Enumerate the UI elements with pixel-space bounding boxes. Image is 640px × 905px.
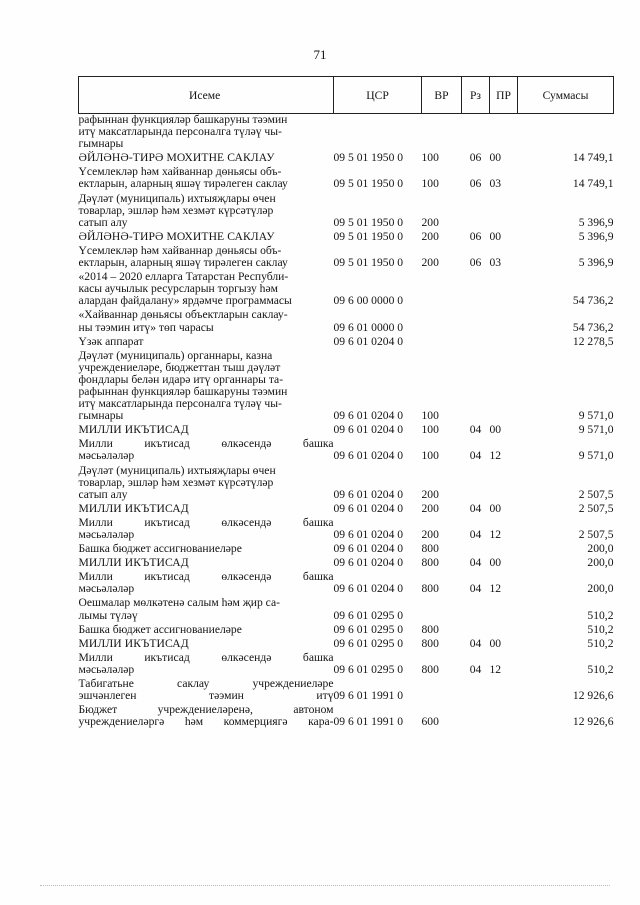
cell-pr	[490, 702, 518, 728]
cell-pr	[490, 463, 518, 501]
cell-rz: 04	[469, 423, 482, 437]
cell-rz	[462, 702, 490, 728]
cell-vr: 100	[421, 423, 439, 437]
cell-rz	[462, 334, 490, 348]
table-row	[79, 501, 614, 515]
cell-sum: 9 571,0	[578, 409, 614, 423]
cell-rz	[462, 463, 490, 501]
cell-name: ӘЙЛӘНӘ-ТИРӘ МОХИТНЕ САКЛАУ	[78, 229, 275, 243]
cell-name: Дәүләт (муниципаль) ихтыяҗлары өчен товарлар, эшләр һәм хезмәт күрсәтүләр сатып алу	[78, 463, 276, 501]
cell-sum: 12 926,6	[572, 715, 614, 729]
cell-name: МИЛЛИ ИКЪТИСАД	[78, 636, 189, 650]
cell-sum: 510,2	[587, 662, 614, 676]
table-row	[79, 515, 614, 541]
cell-rz: 04	[469, 662, 482, 676]
cell-vr: 800	[421, 636, 439, 650]
cell-vr: 800	[421, 582, 439, 596]
cell-csr: 09 6 01 0295 0	[333, 608, 404, 622]
cell-vr	[422, 334, 462, 348]
cell-csr: 09 6 01 1991 0	[333, 715, 404, 729]
table-row	[79, 595, 614, 621]
cell-rz: 04	[469, 636, 482, 650]
cell-csr: 09 6 01 1991 0	[333, 689, 404, 703]
cell-vr: 100	[421, 409, 439, 423]
footer-scan-artifact	[40, 885, 610, 887]
table-row	[79, 569, 614, 595]
cell-name: Үсемлекләр һәм хайваннар дөньясы объ- ектларын, аларның яшәү тирәлеген саклау	[78, 165, 288, 191]
table-header-row	[79, 77, 614, 114]
cell-csr: 09 6 01 0204 0	[333, 409, 404, 423]
cell-pr: 12	[489, 582, 502, 596]
cell-name: Бюджет учреждениеләренә, автоном учреждениеләргә һәм коммерциягә кара-	[78, 703, 334, 729]
cell-sum: 5 396,9	[578, 229, 614, 243]
table-row	[79, 269, 614, 307]
cell-sum: 5 396,9	[578, 215, 614, 229]
cell-csr: 09 6 01 0204 0	[333, 556, 404, 570]
cell-name: ӘЙЛӘНӘ-ТИРӘ МОХИТНЕ САКЛАУ	[78, 151, 275, 165]
cell-csr: 09 6 01 0295 0	[333, 662, 404, 676]
table-row	[79, 191, 614, 229]
column-header-sum: Суммасы	[518, 77, 614, 114]
cell-rz: 06	[469, 151, 482, 165]
cell-vr: 200	[421, 256, 439, 270]
cell-name: Башка бюджет ассигнованиеләре	[78, 542, 242, 556]
cell-pr	[490, 676, 518, 702]
cell-vr: 800	[421, 662, 439, 676]
cell-pr: 00	[489, 636, 502, 650]
cell-vr: 100	[421, 177, 439, 191]
cell-sum: 2 507,5	[578, 501, 614, 515]
cell-sum: 54 736,2	[572, 320, 614, 334]
cell-pr: 12	[489, 528, 502, 541]
cell-csr: 09 5 01 1950 0	[333, 256, 404, 270]
cell-pr	[490, 622, 518, 636]
cell-pr	[490, 595, 518, 621]
cell-sum: 510,2	[587, 622, 614, 636]
cell-vr: 200	[421, 501, 439, 515]
cell-sum: 5 396,9	[578, 256, 614, 270]
column-header-name: Исеме	[79, 77, 334, 114]
cell-name: Табигатьне саклау учреждениеләре эшчәнлеген тәэмин итү	[78, 677, 334, 703]
cell-vr: 600	[421, 715, 439, 729]
cell-sum: 200,0	[587, 556, 614, 570]
cell-pr: 03	[489, 256, 502, 270]
cell-vr: 800	[421, 556, 439, 570]
cell-sum: 200,0	[587, 582, 614, 596]
cell-vr: 800	[421, 622, 439, 636]
cell-pr: 03	[489, 177, 502, 191]
table-body	[79, 114, 614, 729]
cell-vr: 100	[421, 151, 439, 165]
cell-name: Башка бюджет ассигнованиеләре	[78, 622, 242, 636]
cell-sum: 12 926,6	[572, 689, 614, 703]
cell-sum: 510,2	[587, 608, 614, 622]
cell-name: Дәүләт (муниципаль) ихтыяҗлары өчен товарлар, эшләр һәм хезмәт күрсәтүләр сатып алу	[78, 191, 276, 229]
cell-csr: 09 6 01 0204 0	[333, 487, 404, 501]
cell-pr: 12	[489, 662, 502, 676]
cell-pr: 12	[489, 449, 502, 463]
cell-sum: 9 571,0	[578, 449, 614, 463]
cell-name: «Хайваннар дөньясы объектларын саклау- ны тәэмин итү» төп чарасы	[78, 308, 288, 334]
table-row	[79, 422, 614, 436]
cell-csr: 09 5 01 1950 0	[333, 215, 404, 229]
cell-name: Милли икътисад өлкәсендә башка мәсьәләләр	[78, 650, 334, 676]
cell-rz: 06	[469, 256, 482, 270]
table-row	[79, 702, 614, 728]
cell-pr	[490, 348, 518, 423]
column-header-pr: ПР	[490, 77, 518, 114]
cell-name: Милли икътисад өлкәсендә башка мәсьәләләр	[78, 515, 334, 541]
cell-sum: 2 507,5	[578, 487, 614, 501]
cell-sum: 14 749,1	[572, 177, 614, 191]
cell-name: «2014 – 2020 елларга Татарстан Республи- касы аучылык ресурсларын торгызу һәм алардан файдалану» ярдәмче программасы	[78, 270, 292, 308]
cell-pr: 00	[489, 556, 502, 570]
cell-sum: 200,0	[587, 542, 614, 556]
cell-sum: 54 736,2	[572, 294, 614, 308]
cell-pr	[490, 191, 518, 229]
cell-sum: 9 571,0	[578, 423, 614, 437]
cell-sum	[518, 114, 614, 151]
cell-rz: 04	[469, 449, 482, 463]
cell-rz	[462, 191, 490, 229]
cell-name: МИЛЛИ ИКЪТИСАД	[78, 423, 189, 437]
cell-pr	[490, 334, 518, 348]
cell-csr	[334, 114, 422, 151]
cell-rz: 06	[469, 177, 482, 191]
page-number: 71	[313, 47, 327, 62]
cell-vr	[422, 307, 462, 333]
cell-csr: 09 6 01 0204 0	[333, 582, 404, 596]
cell-name: Милли икътисад өлкәсендә башка мәсьәләләр	[78, 570, 334, 596]
cell-sum: 510,2	[587, 636, 614, 650]
cell-csr: 09 6 01 0204 0	[333, 423, 404, 437]
table-row	[79, 636, 614, 650]
cell-csr: 09 6 01 0000 0	[333, 320, 404, 334]
cell-pr	[490, 114, 518, 151]
budget-table	[78, 76, 614, 728]
cell-csr: 09 6 00 0000 0	[333, 294, 404, 308]
cell-name: Дәүләт (муниципаль) органнары, казна учреждениеләре, бюджеттан тыш дәүләт фондлары белән идарә итү органнары та- рафыннан функцияләр башкаруны тәэмин итү максатларында персоналга түләү чы- гымнары	[78, 348, 288, 423]
cell-vr: 200	[421, 215, 439, 229]
cell-vr	[422, 595, 462, 621]
table-row	[79, 307, 614, 333]
cell-csr: 09 5 01 1950 0	[333, 177, 404, 191]
cell-rz	[462, 595, 490, 621]
cell-pr: 00	[489, 151, 502, 165]
cell-pr	[490, 269, 518, 307]
cell-rz	[462, 541, 490, 555]
column-header-vr: ВР	[422, 77, 462, 114]
table-row	[79, 348, 614, 423]
cell-rz	[462, 622, 490, 636]
table-row	[79, 555, 614, 569]
cell-rz	[462, 307, 490, 333]
cell-pr: 00	[489, 501, 502, 515]
column-header-csr: ЦСР	[334, 77, 422, 114]
cell-name: Үсемлекләр һәм хайваннар дөньясы объ- ектларын, аларның яшәү тирәлеген саклау	[78, 243, 288, 270]
table-row	[79, 334, 614, 348]
cell-name: Үзәк аппарат	[78, 334, 144, 348]
cell-vr	[422, 269, 462, 307]
table-row	[79, 114, 614, 151]
cell-csr: 09 5 01 1950 0	[333, 151, 404, 165]
cell-rz: 04	[469, 501, 482, 515]
cell-rz	[462, 348, 490, 423]
cell-sum: 14 749,1	[572, 151, 614, 165]
cell-name: МИЛЛИ ИКЪТИСАД	[78, 501, 189, 515]
table-row	[79, 150, 614, 164]
column-header-rz: Рз	[462, 77, 490, 114]
cell-vr	[422, 676, 462, 702]
table-row	[79, 164, 614, 190]
cell-vr: 200	[421, 487, 439, 501]
cell-csr: 09 6 01 0204 0	[333, 528, 404, 541]
cell-rz: 06	[469, 229, 482, 243]
cell-rz	[462, 114, 490, 151]
table-row	[79, 650, 614, 676]
cell-pr	[490, 307, 518, 333]
table-row	[79, 436, 614, 462]
cell-csr: 09 6 01 0204 0	[333, 334, 404, 348]
table-row	[79, 243, 614, 269]
cell-vr: 100	[421, 449, 439, 463]
cell-rz: 04	[469, 528, 482, 541]
table-row	[79, 463, 614, 501]
cell-vr: 200	[421, 229, 439, 243]
cell-csr: 09 6 01 0204 0	[333, 449, 404, 463]
table-row	[79, 229, 614, 243]
cell-vr: 200	[421, 528, 439, 541]
cell-sum: 2 507,5	[578, 528, 614, 541]
cell-csr: 09 6 01 0204 0	[333, 542, 404, 556]
cell-pr	[490, 541, 518, 555]
cell-sum: 12 278,5	[572, 334, 614, 348]
cell-vr: 800	[421, 542, 439, 556]
cell-rz	[462, 676, 490, 702]
table-row	[79, 676, 614, 702]
cell-name: МИЛЛИ ИКЪТИСАД	[78, 556, 189, 570]
cell-csr: 09 6 01 0295 0	[333, 622, 404, 636]
cell-name: Милли икътисад өлкәсендә башка мәсьәләләр	[78, 437, 334, 463]
cell-name: рафыннан функцияләр башкаруны тәэмин итү максатларында персоналга түләү чы- гымнары	[78, 113, 288, 151]
cell-csr: 09 6 01 0295 0	[333, 636, 404, 650]
cell-vr	[422, 114, 462, 151]
table-row	[79, 622, 614, 636]
table-row	[79, 541, 614, 555]
cell-rz: 04	[469, 556, 482, 570]
cell-name: Оешмалар мөлкәтенә салым һәм җир са- лымы түләү	[78, 596, 280, 622]
cell-csr: 09 5 01 1950 0	[333, 229, 404, 243]
cell-pr: 00	[489, 423, 502, 437]
cell-csr: 09 6 01 0204 0	[333, 501, 404, 515]
cell-rz	[462, 269, 490, 307]
cell-pr: 00	[489, 229, 502, 243]
cell-rz: 04	[469, 582, 482, 596]
